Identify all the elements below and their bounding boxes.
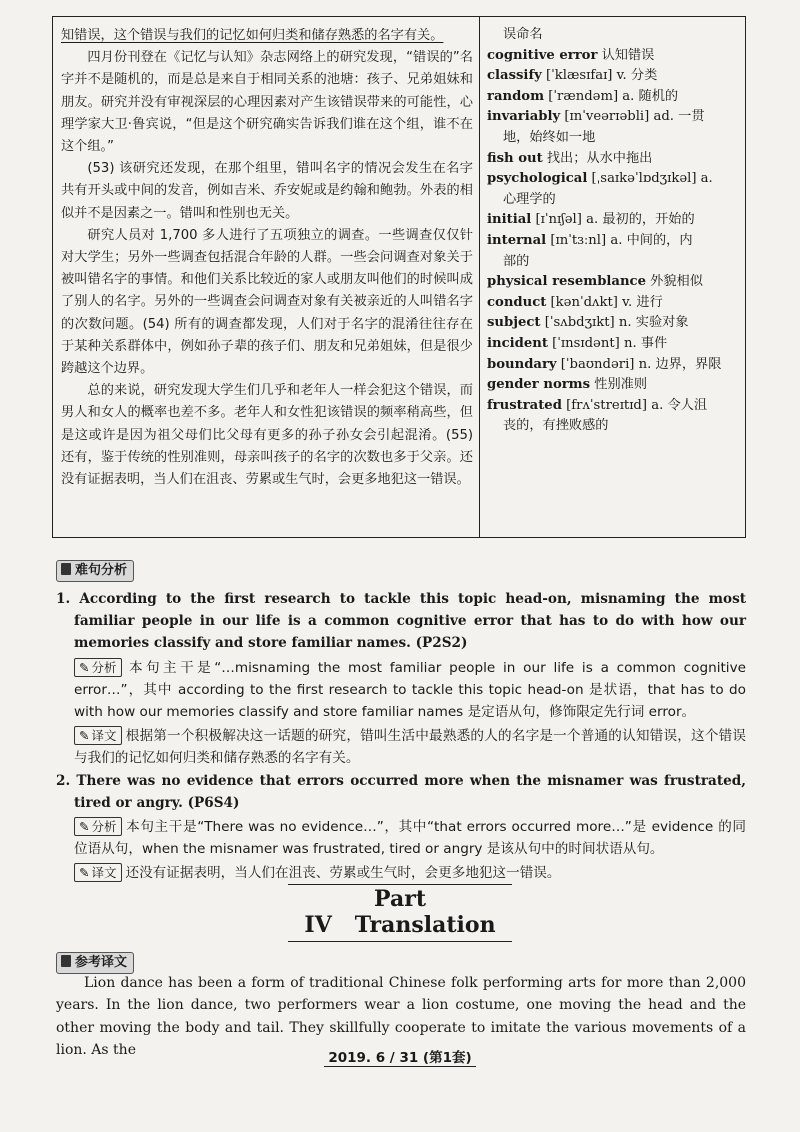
title-rule-bottom [288,941,512,942]
vocab-item [487,25,741,46]
section-tag-difficult-sentences [56,560,134,582]
vocab-item [487,375,741,396]
note-label [74,658,122,677]
vocab-word: initial [487,212,532,228]
translation-paragraph: Lion dance has been a form of traditional Chinese folk performing arts for more than 2,000 years. In the lion dance, two performers wear a lion costume, one moving the head and the other moving the body and tail. They skillfully cooperate to imitate the various movements of a lion. As the [56,975,746,1059]
note-label [74,817,122,836]
vocab-item [487,334,741,355]
tag-label: 参考译文 [75,955,128,970]
vocab-definition: 外貌相似 [645,274,703,290]
vocab-definition: [ˈbaʊndəri] n. 边界，界限 [556,356,722,372]
vocab-word: fish out [487,150,543,166]
vocab-item [487,416,741,437]
vocab-definition: [kənˈdʌkt] v. 进行 [546,294,663,310]
analysis-note [74,657,746,724]
note-text: 还没有证据表明，当人们在沮丧、劳累或生气时，会更多地犯这一错误。 [125,865,561,882]
vocab-item [487,355,741,376]
tag-label: 难句分析 [75,563,128,578]
vocab-word: physical resemblance [487,274,646,290]
vocab-word: subject [487,315,541,331]
english-sentence: 2. There was no evidence that errors occurred more when the misnamer was frustrated, tired or angry. (P6S4) [56,772,746,811]
vocab-word: classify [487,68,542,84]
vocab-definition: 心理学的 [503,191,556,207]
vocab-definition: [ˈrændəm] a. 随机的 [544,88,679,104]
note-label-text: 分析 [91,659,117,675]
translation-note [74,862,746,884]
vocab-definition: [ɪnˈveərɪəbli] ad. 一贯 [560,109,705,125]
note-label [74,863,122,882]
pencil-icon: ✎ [79,819,90,835]
passage-paragraph: 研究人员对 1,700 多人进行了五项独立的调查。一些调查仅仅针对大学生；另外一些调查包括混合年龄的人群。一些会问调查对象关于被叫错名字的事情。和他们关系比较近的家人或朋友叫他们的时候叫成了别人的名字。另外的一些调查会问调查对象有关被亲近的人叫错名字的次数问题。(54) 所有的调查都发现，人们对于名字的混淆往往存在于某种关系群体中，例如孙子辈的孩子们、朋友和兄弟姐妹，但是很少跨越这个边界。 [61,227,473,377]
column-divider [479,17,480,537]
book-icon [61,955,71,967]
vocab-definition: 丧的，有挫败感的 [503,418,609,434]
analysis-item [56,588,746,770]
reading-box [52,16,746,538]
pencil-icon: ✎ [79,728,90,744]
vocab-word: invariably [487,109,561,125]
difficult-sentence-analysis [56,588,746,885]
pencil-icon: ✎ [79,659,90,675]
vocab-definition: [frʌˈstreɪtɪd] a. 令人沮 [561,397,708,413]
translation-note [74,725,746,769]
passage-paragraph: 四月份刊登在《记忆与认知》杂志网络上的研究发现，“错误的”名字并不是随机的，而是总是来自于相同关系的池塘：孩子、兄弟姐妹和朋友。研究并没有审视深层的心理因素对产生该错误带来的可能性，心理学家大卫·鲁宾说，“但是这个研究确实告诉我们谁在这个组，谁不在这个组。” [61,50,473,155]
vocab-item [487,169,741,190]
vocab-definition: [ˈsʌbdʒɪkt] n. 实验对象 [540,315,689,331]
vocab-item [487,231,741,252]
vocab-word: cognitive error [487,47,598,63]
vocab-item [487,46,741,67]
passage-translation [61,25,473,491]
vocab-item [487,107,741,128]
vocab-definition: [ˈklæsɪfaɪ] v. 分类 [541,68,658,84]
passage-paragraph: 知错误，这个错误与我们的记忆如何归类和储存熟悉的名字有关。 [61,28,444,43]
vocab-item [487,210,741,231]
vocab-word: gender norms [487,377,591,393]
note-text: 本句主干是“…misnaming the most familiar people in our life is a common cognitive error…”，其中 according to the first research to tackle this topic head-on 是状语，that has to do with how our memories classify and store familiar names 是定语从句，修饰限定先行词 error。 [74,659,746,721]
passage-paragraph: 总的来说，研究发现大学生们几乎和老年人一样会犯这个错误，而男人和女人的概率也差不多。老年人和女性犯该错误的频率稍高些，但是这或许是因为祖父母们比父母有更多的孙子孙女会引起混淆。(55) 还有，鉴于传统的性别准则，母亲叫孩子的名字的次数也多于父亲。还没有证据表明，当人们在沮丧、劳累或生气时，会更多地犯这一错误。 [61,383,473,488]
part-title [288,886,512,938]
analysis-note [74,816,746,860]
pencil-icon: ✎ [79,865,90,881]
vocab-item [487,293,741,314]
page-number: 2019. 6 / 31 (第1套) [324,1050,475,1067]
vocab-definition: 地，始终如一地 [503,129,596,145]
part-name: Translation [354,912,496,938]
vocab-definition: 部的 [503,253,530,269]
vocabulary-list [487,25,741,437]
note-label-text: 译文 [91,728,117,744]
vocab-word: incident [487,335,548,351]
vocab-word: internal [487,232,547,248]
vocab-definition: 误命名 [503,27,543,42]
analysis-item [56,770,746,885]
vocab-definition: [ɪnˈtɜːnl] a. 中间的，内 [546,232,693,248]
title-rule-top [288,884,512,885]
page-footer [0,1046,800,1066]
vocab-definition: [ˈɪnsɪdənt] n. 事件 [547,335,668,351]
vocab-item [487,252,741,273]
vocab-item [487,128,741,149]
note-text: 根据第一个积极解决这一话题的研究，错叫生活中最熟悉的人的名字是一个普通的认知错误，这个错误与我们的记忆如何归类和储存熟悉的名字有关。 [74,728,746,767]
vocab-item [487,66,741,87]
note-text: 本句主干是“There was no evidence…”，其中“that errors occurred more…”是 evidence 的同位语从句，when the misnamer was frustrated, tired or angry 是该从句中的时间状语从句。 [74,819,746,858]
vocab-word: boundary [487,356,557,372]
vocab-definition: 认知错误 [597,47,655,63]
vocab-item [487,272,741,293]
vocab-item [487,87,741,108]
english-sentence: 1. According to the first research to tackle this topic head-on, misnaming the most familiar people in our life is a common cognitive error that has to do with how our memories classify and store familiar names. (P2S2) [56,591,746,652]
vocab-word: conduct [487,294,547,310]
vocab-definition: [ɪˈnɪʃəl] a. 最初的，开始的 [531,212,695,228]
vocab-item [487,149,741,170]
part-number: Part IV [304,886,426,938]
book-icon [61,563,71,575]
section-tag-reference-translation [56,952,134,974]
vocab-definition: 性别准则 [590,377,648,393]
note-label [74,726,122,745]
vocab-word: random [487,88,545,104]
note-label-text: 分析 [91,819,117,835]
vocab-item [487,313,741,334]
vocab-definition: [ˌsaɪkəˈlɒdʒɪkəl] a. [587,171,713,187]
vocab-word: frustrated [487,397,562,413]
vocab-word: psychological [487,171,588,187]
vocab-item [487,190,741,211]
note-label-text: 译文 [91,865,117,881]
vocab-item [487,396,741,417]
passage-paragraph: (53) 该研究还发现，在那个组里，错叫名字的情况会发生在名字共有开头或中间的发音，例如吉米、乔安妮或是约翰和鲍勃。外表的相似并不是因素之一。错叫和性别也无关。 [61,161,473,221]
vocab-definition: 找出；从水中拖出 [542,150,653,166]
